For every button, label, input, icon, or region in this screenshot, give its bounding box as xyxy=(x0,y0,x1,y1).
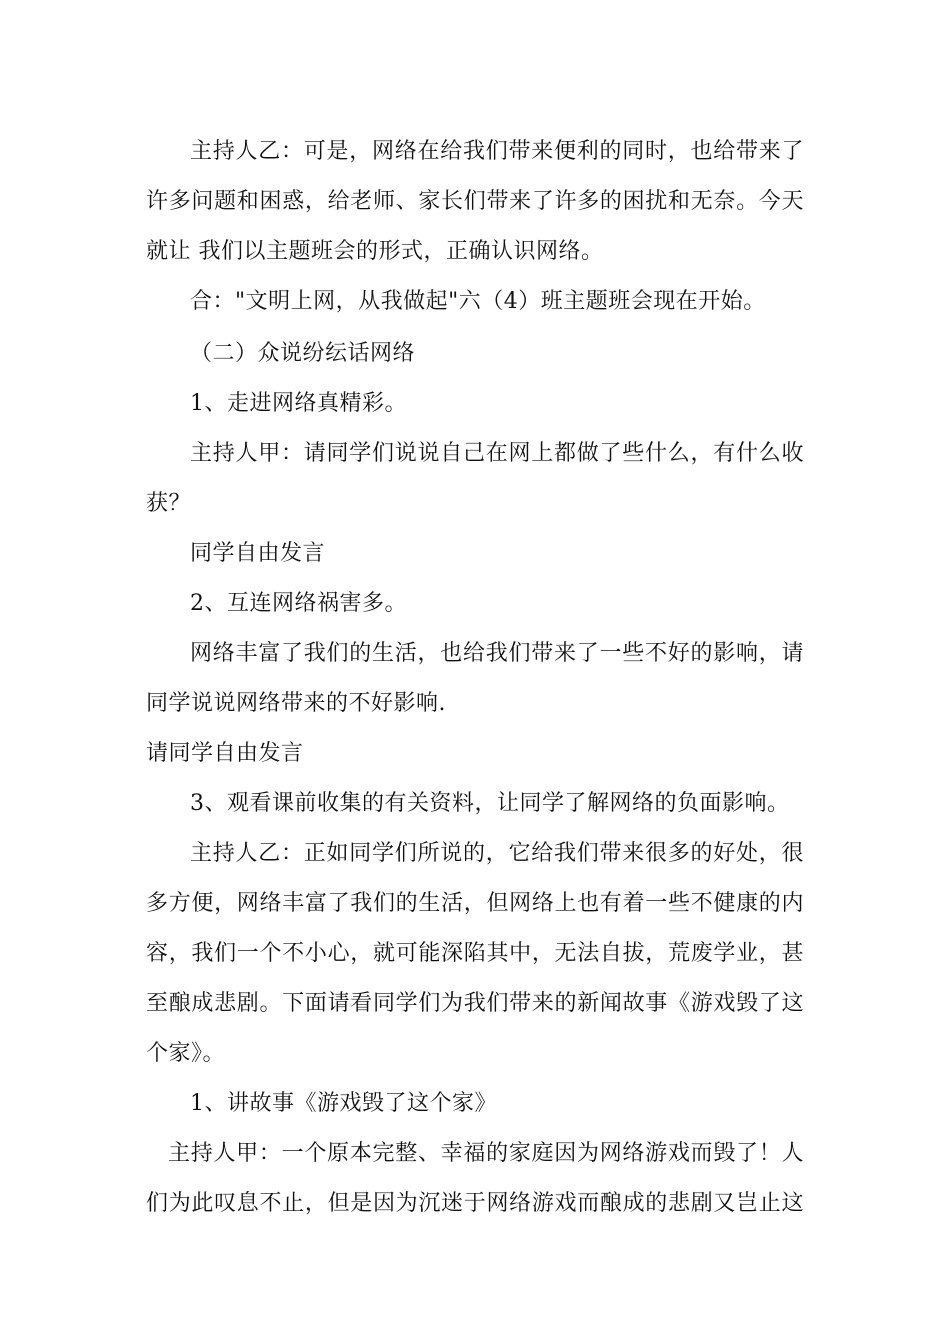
list-item-heading: 1、讲故事《游戏毁了这个家》 xyxy=(190,1091,497,1116)
text-line: 至酿成悲剧。下面请看同学们为我们带来的新闻故事《游戏毁了这 xyxy=(146,991,804,1016)
text-line: 网络丰富了我们的生活，也给我们带来了一些不好的影响，请 xyxy=(190,641,804,666)
text-line: 主持人乙：可是，网络在给我们带来便利的同时，也给带来了 xyxy=(190,139,804,164)
text-line: 获？ xyxy=(146,491,192,516)
list-item-heading: 3、观看课前收集的有关资料，让同学了解网络的负面影响。 xyxy=(190,791,790,816)
text-line: 多方便，网络丰富了我们的生活，但网络上也有着一些不健康的内 xyxy=(146,891,804,916)
text-line: 主持人甲：请同学们说说自己在网上都做了些什么，有什么收 xyxy=(190,441,804,466)
text-line: 们为此叹息不止，但是因为沉迷于网络游戏而酿成的悲剧又岂止这 xyxy=(146,1191,804,1216)
text-line: 同学自由发言 xyxy=(190,541,326,566)
text-line: 请同学自由发言 xyxy=(146,741,304,766)
text-line: 个家》。 xyxy=(146,1041,226,1066)
list-item-heading: 1、走进网络真精彩。 xyxy=(190,391,407,416)
section-heading: （二）众说纷纭话网络 xyxy=(190,341,416,366)
text-line: 就让 我们以主题班会的形式，正确认识网络。 xyxy=(146,239,604,264)
list-item-heading: 2、互连网络祸害多。 xyxy=(190,591,407,616)
text-line: 主持人乙：正如同学们所说的，它给我们带来很多的好处，很 xyxy=(190,841,804,866)
text-line: 许多问题和困惑，给老师、家长们带来了许多的困扰和无奈。今天 xyxy=(146,189,804,214)
text-line: 容，我们一个不小心，就可能深陷其中，无法自拔，荒废学业，甚 xyxy=(146,941,804,966)
text-line: 同学说说网络带来的不好影响. xyxy=(146,691,446,716)
text-line: 主持人甲：一个原本完整、幸福的家庭因为网络游戏而毁了！人 xyxy=(168,1141,804,1166)
text-line: 合："文明上网，从我做起"六（4）班主题班会现在开始。 xyxy=(190,289,766,314)
